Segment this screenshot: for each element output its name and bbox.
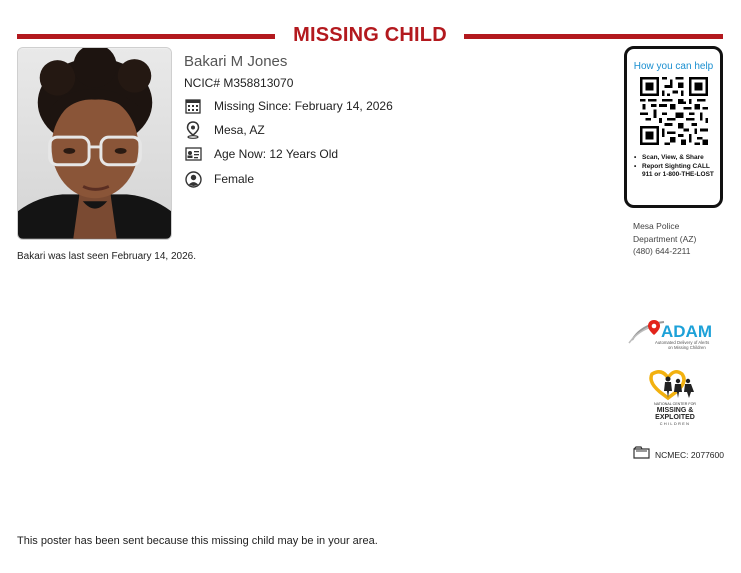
location-pin-icon: [184, 121, 202, 139]
folder-icon: [633, 446, 650, 464]
sex-text: Female: [214, 172, 255, 186]
agency-contact: [633, 220, 696, 258]
ncmec-case-number: NCMEC: 2077600: [655, 450, 724, 460]
missing-since-row: [184, 97, 393, 115]
adam-logo: [628, 318, 720, 354]
agency-name-line2: Department (AZ): [633, 233, 697, 244]
ncmec-logo: [646, 368, 704, 428]
ncmec-line1: NATIONAL CENTER FOR: [654, 402, 696, 406]
help-step: • Report Sighting CALL 911 or 1-800-THE-LOST: [633, 163, 718, 179]
ncmec-line2: MISSING &: [656, 407, 694, 414]
agency-phone[interactable]: (480) 644-2211: [633, 246, 691, 256]
sex-row: [184, 170, 254, 188]
id-card-icon: [184, 145, 202, 163]
last-seen-caption: Bakari was last seen February 14, 2026.: [17, 251, 196, 262]
qr-code[interactable]: [640, 77, 708, 145]
age-text: Age Now: 12 Years Old: [214, 147, 339, 161]
location-text: Mesa, AZ: [214, 123, 265, 137]
child-photo: [17, 47, 172, 240]
help-steps: [633, 154, 718, 179]
age-row: [184, 145, 338, 163]
help-card-title: How you can help: [633, 61, 714, 72]
adam-tagline-2: on Missing Children: [668, 345, 706, 350]
help-step: • Scan, View, & Share: [633, 154, 718, 162]
header-rule-right: [464, 34, 723, 39]
ncic-number: NCIC# M358813070: [184, 76, 294, 90]
location-row: [184, 121, 265, 139]
ncmec-case: [633, 446, 724, 464]
ncmec-line3: EXPLOITED: [655, 414, 695, 421]
help-card: [624, 46, 723, 208]
adam-tagline-1: Automated Delivery of Alerts: [655, 340, 710, 345]
agency-name-line1: Mesa Police: [633, 221, 680, 231]
ncmec-line4: CHILDREN: [659, 422, 691, 426]
calendar-icon: [184, 97, 202, 115]
person-icon: [184, 170, 202, 188]
adam-wordmark: ADAM: [661, 322, 712, 341]
poster-footer: This poster has been sent because this missing child may be in your area.: [17, 535, 378, 547]
child-name: Bakari M Jones: [184, 53, 288, 70]
missing-since-text: Missing Since: February 14, 2026: [214, 99, 393, 113]
header-rule-left: [17, 34, 275, 39]
poster-title: MISSING CHILD: [293, 24, 447, 46]
